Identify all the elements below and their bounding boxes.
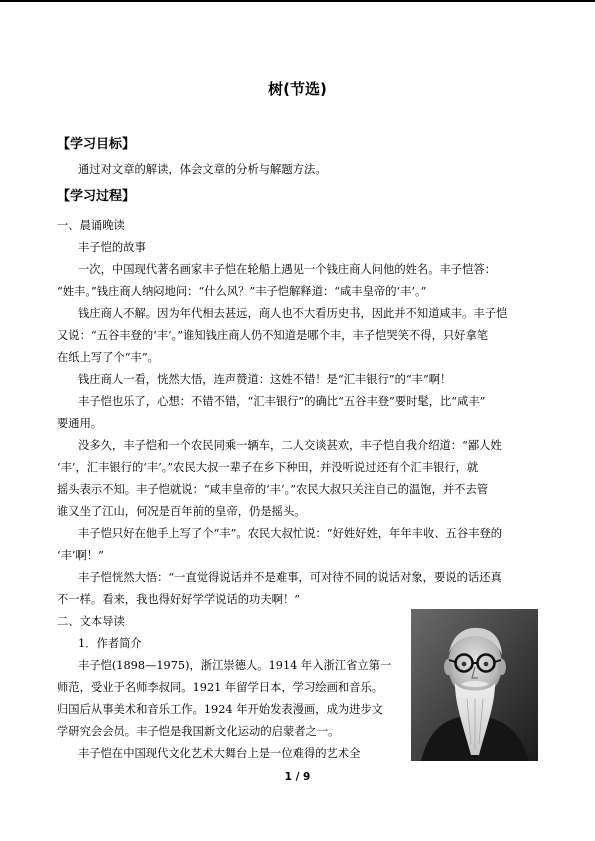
goals-text: 通过对文章的解读，体会文章的分析与解题方法。 xyxy=(78,163,327,176)
text-line: 1．作者简介 xyxy=(78,637,142,650)
text-line: 不一样。看来，我也得好好学学说话的功夫啊！” xyxy=(57,593,301,606)
text-line: 一、晨诵晚读 xyxy=(57,219,125,232)
text-line: ‘丰’啊！” xyxy=(57,549,104,562)
text-line: 丰子恺恍然大悟：“一直觉得说话并不是难事，可对待不同的说话对象，要说的话还真 xyxy=(78,571,502,584)
top-rule xyxy=(0,0,595,2)
text-line: ‘丰’，汇丰银行的‘丰’。”农民大叔一辈子在乡下种田，并没听说过还有个汇丰银行，就 xyxy=(57,461,479,474)
text-line: 没多久，丰子恺和一个农民同乘一辆车，二人交谈甚欢，丰子恺自我介绍道：“鄙人姓 xyxy=(78,439,502,452)
text-line: 学研究会会员。丰子恺是我国新文化运动的启蒙者之一。 xyxy=(57,725,340,738)
text-line: 摇头表示不知。丰子恺就说：“咸丰皇帝的‘丰’。”农民大叔只关注自己的温饱，并不去管 xyxy=(57,483,489,496)
text-line: 归国后从事美术和音乐工作。1924 年开始发表漫画，成为进步文 xyxy=(57,703,384,716)
goals-heading: 【学习目标】 xyxy=(57,137,136,152)
text-line: 钱庄商人一看，恍然大悟，连声赞道：这姓不错！是“汇丰银行”的“丰”啊！ xyxy=(78,373,452,386)
text-line: 丰子恺(1898—1975)，浙江崇德人。1914 年入浙江省立第一 xyxy=(78,659,392,672)
text-line: 丰子恺的故事 xyxy=(78,241,146,254)
text-line: 要通用。 xyxy=(57,417,103,430)
process-heading: 【学习过程】 xyxy=(57,189,136,204)
text-line: 丰子恺在中国现代文化艺术大舞台上是一位难得的艺术全 xyxy=(78,747,361,760)
text-line: 丰子恺只好在他手上写了个“丰”。农民大叔忙说：“好姓好姓，年年丰收、五谷丰登的 xyxy=(78,527,503,540)
text-line: 在纸上写了个“丰”。 xyxy=(57,351,159,364)
page-title: 树(节选) xyxy=(268,80,327,98)
text-line: 二、文本导读 xyxy=(57,615,125,628)
text-line: 师范，受业于名师李叔同。1921 年留学日本，学习绘画和音乐。 xyxy=(57,681,384,694)
page-number: 1 / 9 xyxy=(284,771,311,783)
text-line: 丰子恺也乐了，心想：不错不错，“汇丰银行”的确比“五谷丰登”要时髦，比“咸丰” xyxy=(78,395,486,408)
text-line: 钱庄商人不解。因为年代相去甚远，商人也不大看历史书，因此并不知道咸丰。丰子恺 xyxy=(78,307,508,320)
text-line: “姓丰。”钱庄商人纳闷地问：“什么风？”丰子恺解释道：“咸丰皇帝的‘丰’。” xyxy=(57,285,427,298)
text-line: 一次，中国现代著名画家丰子恺在轮船上遇见一个钱庄商人问他的姓名。丰子恺答： xyxy=(78,263,496,276)
text-line: 又说：“五谷丰登的‘丰’。”谁知钱庄商人仍不知道是哪个丰，丰子恺哭笑不得，只好拿笔 xyxy=(57,329,489,342)
text-line: 谁又坐了江山，何况是百年前的皇帝，仍是摇头。 xyxy=(57,505,306,518)
author-portrait xyxy=(411,609,538,761)
